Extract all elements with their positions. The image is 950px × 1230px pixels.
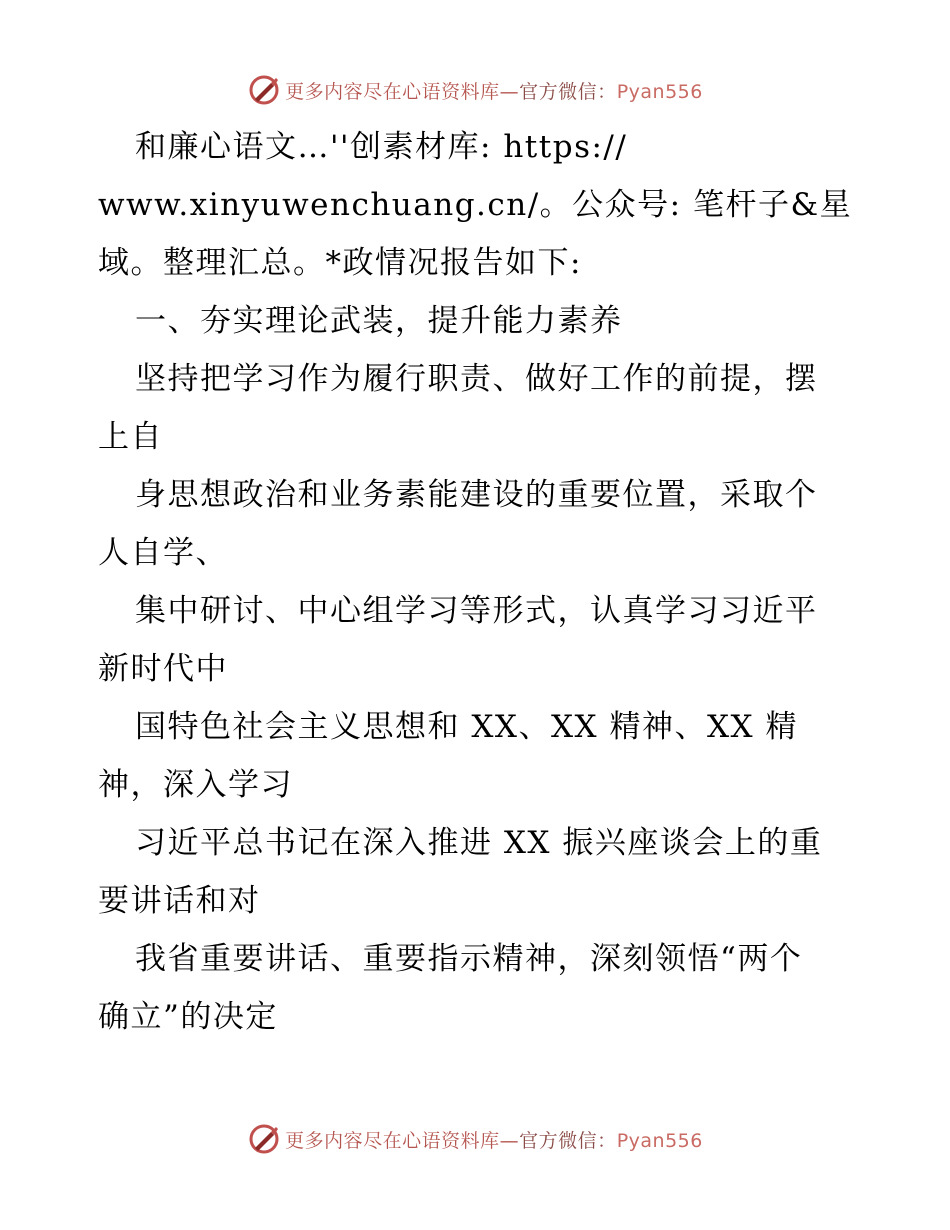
paragraph-line: 坚持把学习作为履行职责、做好工作的前提，摆 — [135, 361, 818, 397]
pen-logo-icon — [247, 1122, 281, 1156]
banner-wechat-id: Pyan556 — [616, 80, 703, 103]
pen-logo-icon — [247, 73, 281, 107]
banner-title: 更多内容尽在心语资料库 — [285, 1129, 500, 1152]
paragraph-line: 我省重要讲话、重要指示精神，深刻领悟“两个 — [135, 941, 803, 977]
banner-wechat-id: Pyan556 — [616, 1129, 703, 1152]
paragraph-line: 上自 — [98, 419, 163, 455]
paragraph-line: 集中研讨、中心组学习等形式，认真学习习近平 — [135, 593, 818, 629]
banner-dash: — — [499, 1129, 520, 1152]
banner-wechat-label: 官方微信： — [519, 80, 617, 103]
paragraph-line: 身思想政治和业务素能建设的重要位置，采取个 — [135, 477, 818, 513]
paragraph-line: 习近平总书记在深入推进 XX 振兴座谈会上的重 — [135, 825, 823, 861]
paragraph-line: 和廉心语文…''创素材库: https:// — [135, 129, 628, 165]
paragraph-line: 确立”的决定 — [98, 999, 278, 1035]
footer-banner — [0, 1119, 950, 1159]
banner-wechat-label: 官方微信： — [519, 1129, 617, 1152]
paragraph-line: 神，深入学习 — [98, 767, 293, 803]
banner-dash: — — [499, 80, 520, 103]
section-heading: 一、夯实理论武装，提升能力素养 — [135, 303, 623, 339]
paragraph-line: www.xinyuwenchuang.cn/。公众号: 笔杆子&星 — [98, 187, 853, 223]
paragraph-line: 人自学、 — [98, 535, 228, 571]
banner-title: 更多内容尽在心语资料库 — [285, 80, 500, 103]
paragraph-line: 域。整理汇总。*政情况报告如下: — [98, 245, 582, 281]
paragraph-line: 新时代中 — [98, 651, 228, 687]
document-body — [98, 118, 858, 1046]
header-banner — [0, 70, 950, 110]
paragraph-line: 要讲话和对 — [98, 883, 261, 919]
paragraph-line: 国特色社会主义思想和 XX、XX 精神、XX 精 — [135, 709, 798, 745]
